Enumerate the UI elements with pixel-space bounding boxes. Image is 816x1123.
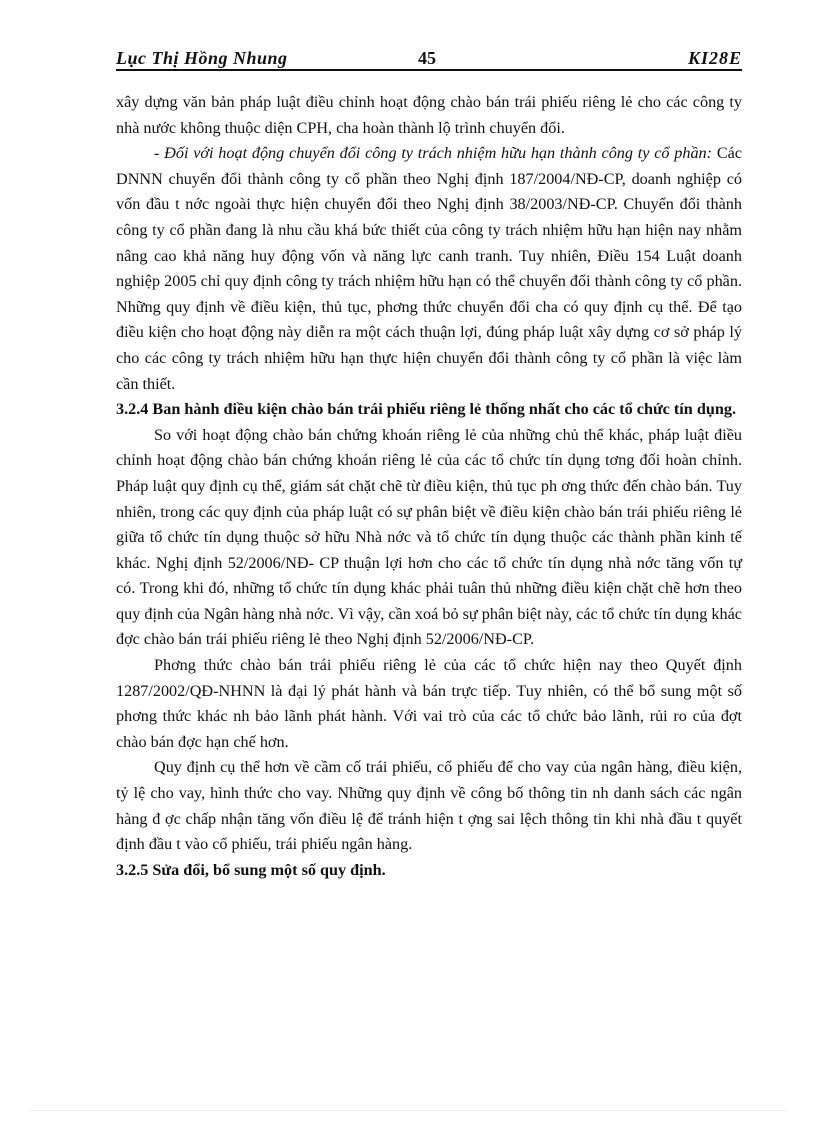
paragraph-3: So với hoạt động chào bán chứng khoán riêng lẻ của những chủ thể khác, pháp luật điều chỉnh hoạt động chào bán chứng khoán riêng lẻ của các tổ chức tín dụng tơng đối hoàn chỉnh. Pháp luật quy định cụ thể, giám sát chặt chẽ từ điều kiện, thủ tục ph ơng thức đến chào bán. Tuy nhiên, trong các quy định của pháp luật có sự phân biệt về điều kiện chào bán trái phiếu riêng lẻ giữa tổ chức tín dụng thuộc sở hữu Nhà nớc và tổ chức tín dụng thuộc các thành phần kinh tế khác. Nghị định 52/2006/NĐ- CP thuận lợi hơn cho các tổ chức tín dụng nhà nớc tăng vốn tự có. Trong khi đó, những tổ chức tín dụng khác phải tuân thủ những điều kiện chặt chẽ hơn theo quy định của Ngân hàng nhà nớc. Vì vậy, cần xoá bỏ sự phân biệt này, các tổ chức tín dụng khác đợc chào bán trái phiếu riêng lẻ theo Nghị định 52/2006/NĐ-CP. — [116, 425, 742, 649]
section-heading-3-2-4: 3.2.4 Ban hành điều kiện chào bán trái phiếu riêng lẻ thống nhất cho các tổ chức tín dụng. — [116, 400, 736, 419]
header-author: Lục Thị Hồng Nhung — [116, 48, 288, 68]
paragraph-2-lead: - Đối với hoạt động chuyển đổi công ty trách nhiệm hữu hạn thành công ty cổ phần: — [154, 144, 713, 163]
paragraph-2 — [116, 141, 742, 397]
paragraph-4: Phơng thức chào bán trái phiếu riêng lẻ của các tổ chức hiện nay theo Quyết định 1287/2002/QĐ-NHNN là đại lý phát hành và bán trực tiếp. Tuy nhiên, có thể bổ sung một số phơng thức khác nh bảo lãnh phát hành. Với vai trò của các tổ chức bảo lãnh, rủi ro của đợt chào bán đợc hạn chế hơn. — [116, 656, 742, 751]
section-heading-3-2-5: 3.2.5 Sửa đổi, bổ sung một số quy định. — [116, 860, 386, 879]
paragraph-1: xây dựng văn bản pháp luật điều chỉnh hoạt động chào bán trái phiếu riêng lẻ cho các công ty nhà nước không thuộc diện CPH, cha hoàn thành lộ trình chuyển đổi. — [116, 93, 742, 137]
header-class-code: KI28E — [687, 48, 742, 68]
page-number: 45 — [418, 48, 436, 68]
footer-rule — [30, 1110, 786, 1111]
paragraph-2-rest: Các DNNN chuyển đổi thành công ty cổ phần theo Nghị định 187/2004/NĐ-CP, doanh nghiệp có vốn đầu t nớc ngoài thực hiện chuyển đổi theo Nghị định 38/2003/NĐ-CP. Chuyển đổi thành công ty cổ phần đang là nhu cầu khá bức thiết của công ty trách nhiệm hữu hạn hiện nay nhằm nâng cao khả năng huy động vốn và năng lực canh tranh. Tuy nhiên, Điều 154 Luật doanh nghiệp 2005 chỉ quy định công ty trách nhiệm hữu hạn có thể chuyển đổi thành công ty cổ phần. Những quy định về điều kiện, thủ tục, phơng thức chuyển đổi cha có quy định cụ thể. Để tạo điều kiện cho hoạt động này diễn ra một cách thuận lợi, đúng pháp luật xây dựng cơ sở pháp lý cho các công ty trách nhiệm hữu hạn thực hiện chuyển đổi thành công ty cổ phần là việc làm cần thiết. — [116, 144, 742, 393]
paragraph-5: Quy định cụ thể hơn về cầm cố trái phiếu, cổ phiếu để cho vay của ngân hàng, điều kiện, tỷ lệ cho vay, hình thức cho vay. Những quy định về công bố thông tin nh danh sách các ngân hàng đ ợc chấp nhận tăng vốn điều lệ để tránh hiện t ợng sai lệch thông tin khi nhà đầu t quyết định đầu t vào cổ phiếu, trái phiếu ngân hàng. — [116, 758, 742, 854]
document-body — [116, 90, 742, 883]
header-rule — [116, 69, 742, 71]
